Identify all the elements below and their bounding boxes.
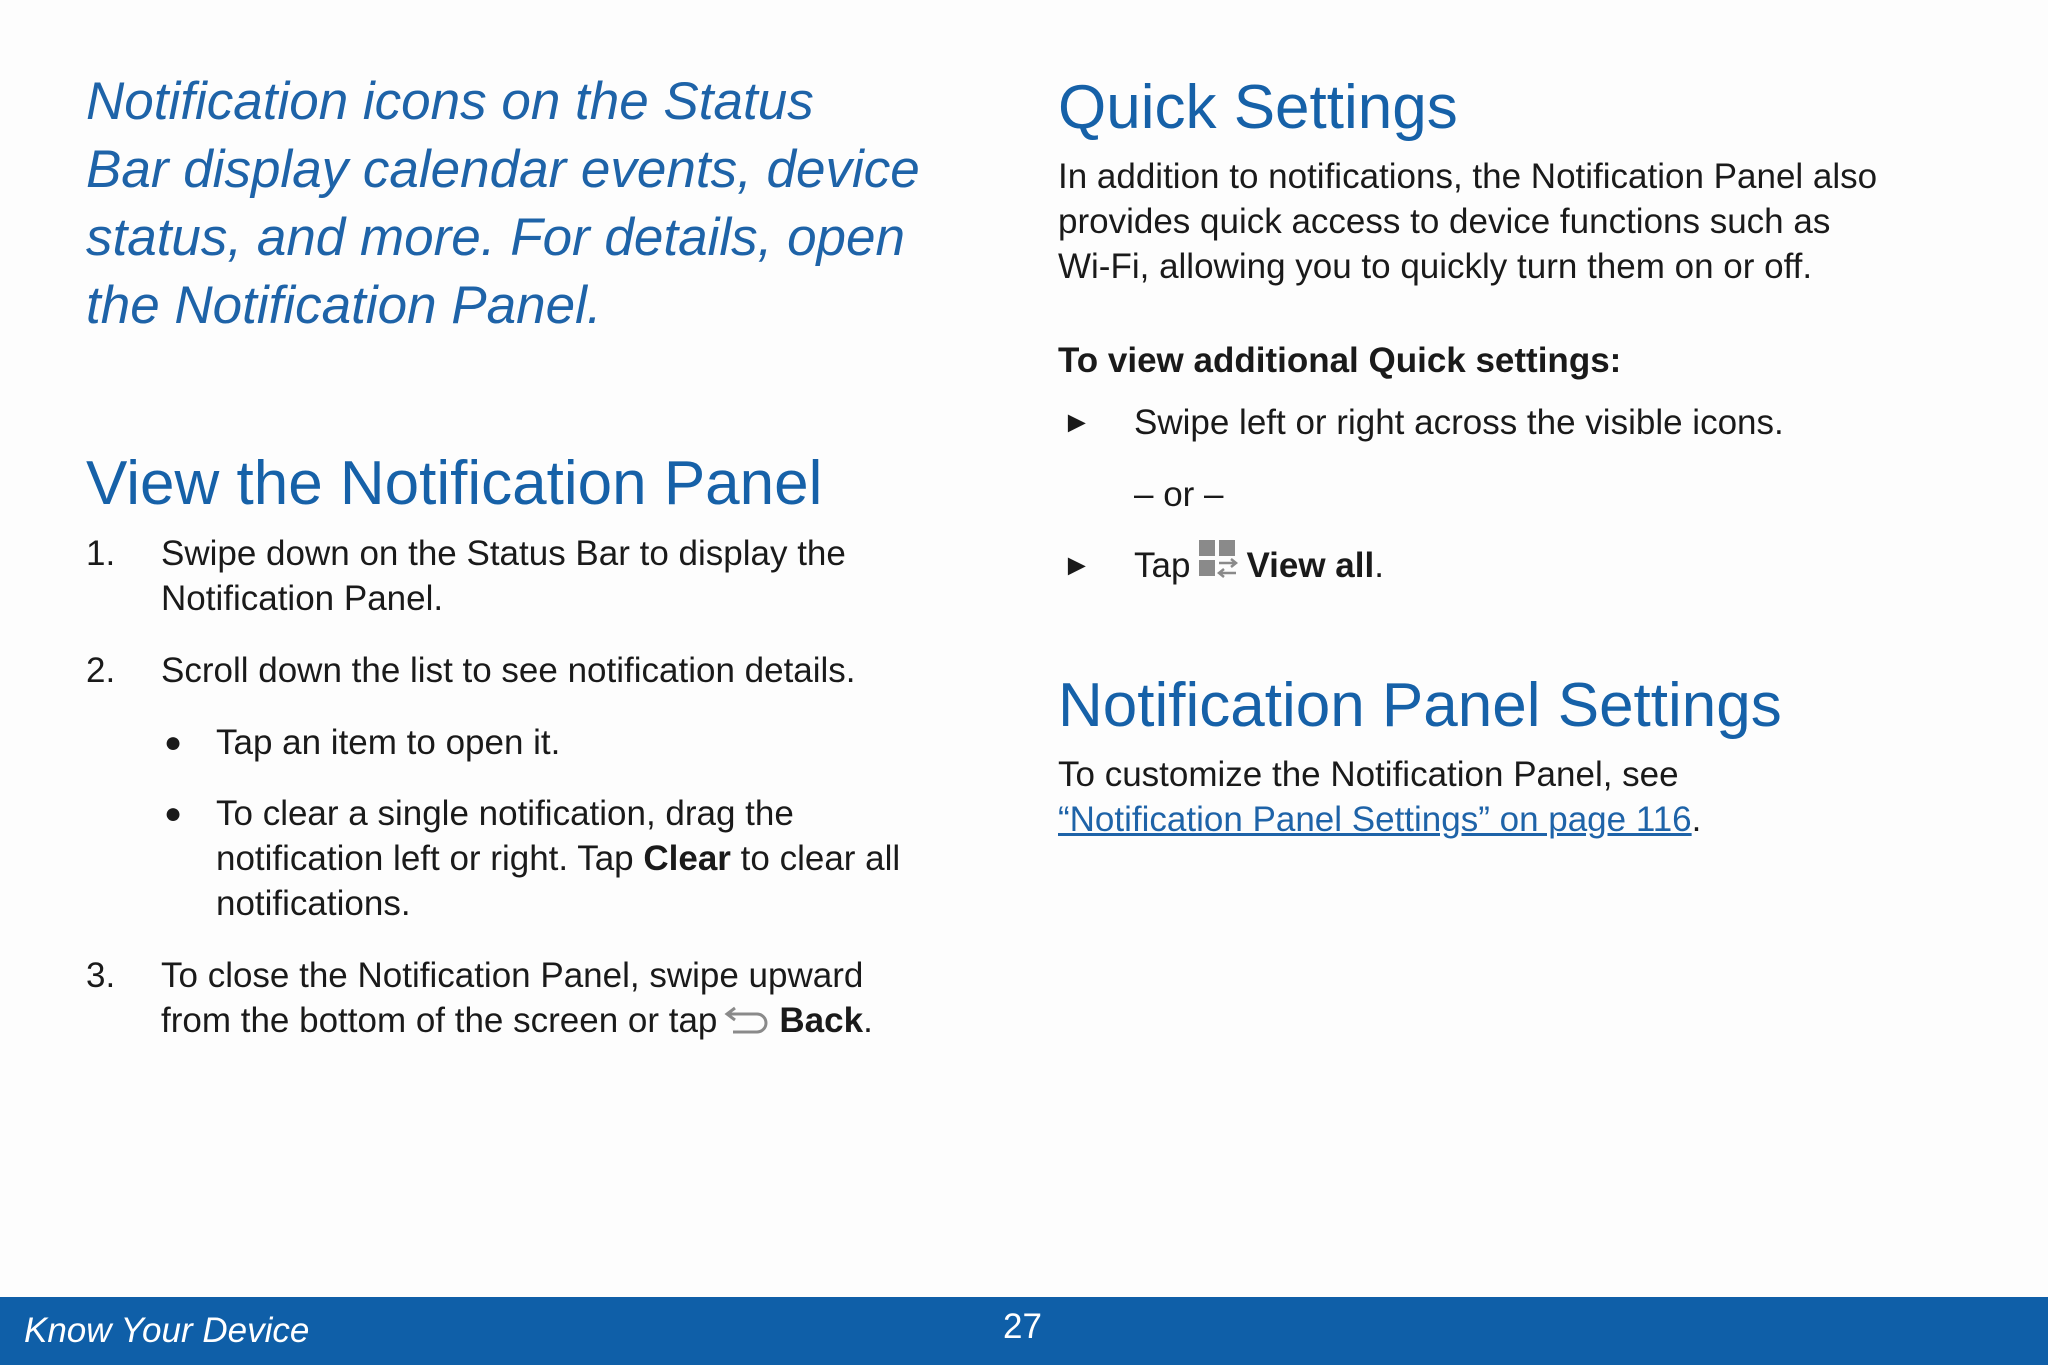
intro-line: status, and more. For details, open <box>86 208 905 267</box>
quick-settings-paragraph <box>1058 154 1998 289</box>
step-text: from the bottom of the screen or tap <box>161 1001 718 1040</box>
page-number: 27 <box>1003 1307 1042 1346</box>
step-number: 3. <box>86 956 116 995</box>
option-view-all <box>1134 543 1384 590</box>
page-footer <box>0 1297 2048 1365</box>
panel-settings-paragraph <box>1058 752 1998 842</box>
option-swipe: Swipe left or right across the visible icons. <box>1134 403 1784 442</box>
quick-settings-subheading: To view additional Quick settings: <box>1058 341 1622 380</box>
intro-line: Bar display calendar events, device <box>86 140 920 199</box>
or-separator: – or – <box>1134 475 1224 514</box>
step-3-text <box>161 953 991 1045</box>
intro-callout <box>86 68 986 340</box>
step-line: Swipe down on the Status Bar to display the <box>161 534 846 573</box>
paragraph-line: provides quick access to device functions such as <box>1058 202 1831 241</box>
step-1-text <box>161 531 991 621</box>
view-panel-heading: View the Notification Panel <box>86 449 823 518</box>
back-icon <box>723 1000 771 1045</box>
bullet-icon: ● <box>164 726 183 759</box>
step-2-text: Scroll down the list to see notification details. <box>161 651 856 690</box>
quick-settings-heading: Quick Settings <box>1058 73 1458 142</box>
step-line <box>161 998 991 1045</box>
option-text: Tap <box>1134 546 1191 585</box>
bullet-2-text <box>216 791 1016 926</box>
paragraph-line <box>1058 797 1998 842</box>
panel-settings-link[interactable]: “Notification Panel Settings” on page 116 <box>1058 800 1692 839</box>
arrow-icon: ► <box>1062 549 1092 582</box>
clear-label: Clear <box>643 839 731 878</box>
paragraph-line: In addition to notifications, the Notification Panel also <box>1058 157 1878 196</box>
step-number: 2. <box>86 651 116 690</box>
bullet-1-text: Tap an item to open it. <box>216 723 561 762</box>
view-all-label: View all <box>1246 546 1375 585</box>
quick-settings-grid-icon <box>1198 539 1238 590</box>
paragraph-line: Wi-Fi, allowing you to quickly turn them on or off. <box>1058 247 1813 286</box>
bullet-line: notifications. <box>216 884 411 923</box>
panel-settings-heading: Notification Panel Settings <box>1058 671 1782 740</box>
step-line: Notification Panel. <box>161 579 444 618</box>
paragraph-text: . <box>1691 800 1702 839</box>
intro-line: the Notification Panel. <box>86 276 602 335</box>
bullet-line <box>216 836 1016 881</box>
step-number: 1. <box>86 534 116 573</box>
bullet-text: notification left or right. Tap <box>216 839 644 878</box>
back-label: Back <box>779 1001 864 1040</box>
arrow-icon: ► <box>1062 406 1092 439</box>
paragraph-line: To customize the Notification Panel, see <box>1058 755 1679 794</box>
footer-section-title: Know Your Device <box>24 1311 310 1350</box>
bullet-icon: ● <box>164 797 183 830</box>
bullet-line: To clear a single notification, drag the <box>216 794 794 833</box>
bullet-text: to clear all <box>730 839 901 878</box>
step-line: To close the Notification Panel, swipe upward <box>161 956 864 995</box>
intro-line: Notification icons on the Status <box>86 72 814 131</box>
option-text: . <box>1374 546 1384 585</box>
step-text: . <box>863 1001 873 1040</box>
